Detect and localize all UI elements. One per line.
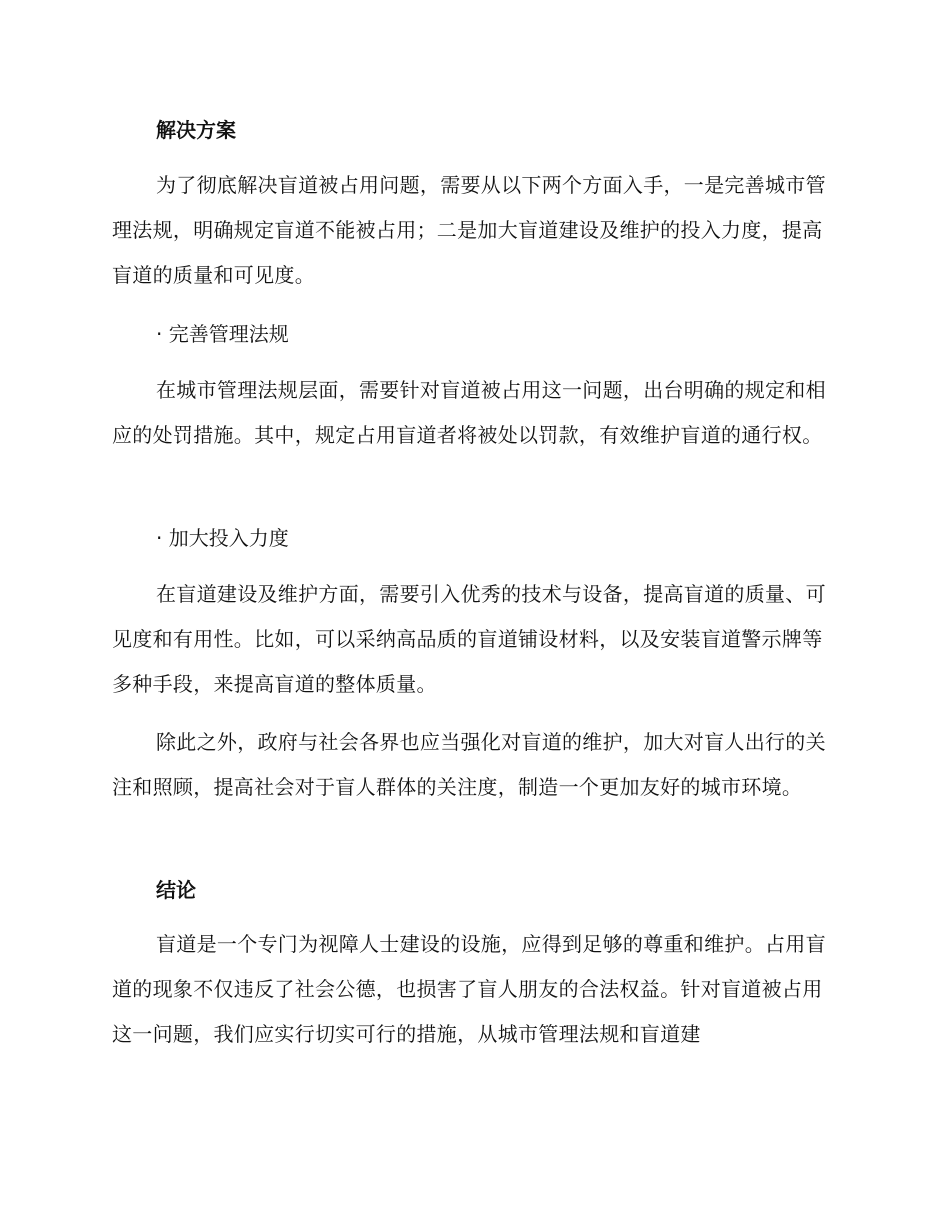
section-heading-solution: 解决方案 bbox=[156, 118, 236, 142]
paragraph-regulations: 在城市管理法规层面，需要针对盲道被占用这一问题，出台明确的规定和相应的处罚措施。其中，规定占用盲道者将被处以罚款，有效维护盲道的通行权。 bbox=[112, 378, 826, 447]
paragraph-conclusion: 盲道是一个专门为视障人士建设的设施，应得到足够的尊重和维护。占用盲道的现象不仅违反了社会公德，也损害了盲人朋友的合法权益。针对盲道被占用这一问题，我们应实行切实可行的措施，从城市管理法规和盲道建 bbox=[112, 932, 826, 1046]
bullet-item-regulations: · 完善管理法规 bbox=[156, 322, 289, 346]
bullet-item-investment: · 加大投入力度 bbox=[156, 526, 289, 550]
paragraph-additional: 除此之外，政府与社会各界也应当强化对盲道的维护，加大对盲人出行的关注和照顾，提高社会对于盲人群体的关注度，制造一个更加友好的城市环境。 bbox=[112, 730, 826, 799]
paragraph-investment: 在盲道建设及维护方面，需要引入优秀的技术与设备，提高盲道的质量、可见度和有用性。比如，可以采纳高品质的盲道铺设材料，以及安装盲道警示牌等多种手段，来提高盲道的整体质量。 bbox=[112, 582, 826, 696]
paragraph-solution-intro: 为了彻底解决盲道被占用问题，需要从以下两个方面入手，一是完善城市管理法规，明确规定盲道不能被占用；二是加大盲道建设及维护的投入力度，提高盲道的质量和可见度。 bbox=[112, 173, 826, 287]
section-heading-conclusion: 结论 bbox=[156, 878, 196, 902]
